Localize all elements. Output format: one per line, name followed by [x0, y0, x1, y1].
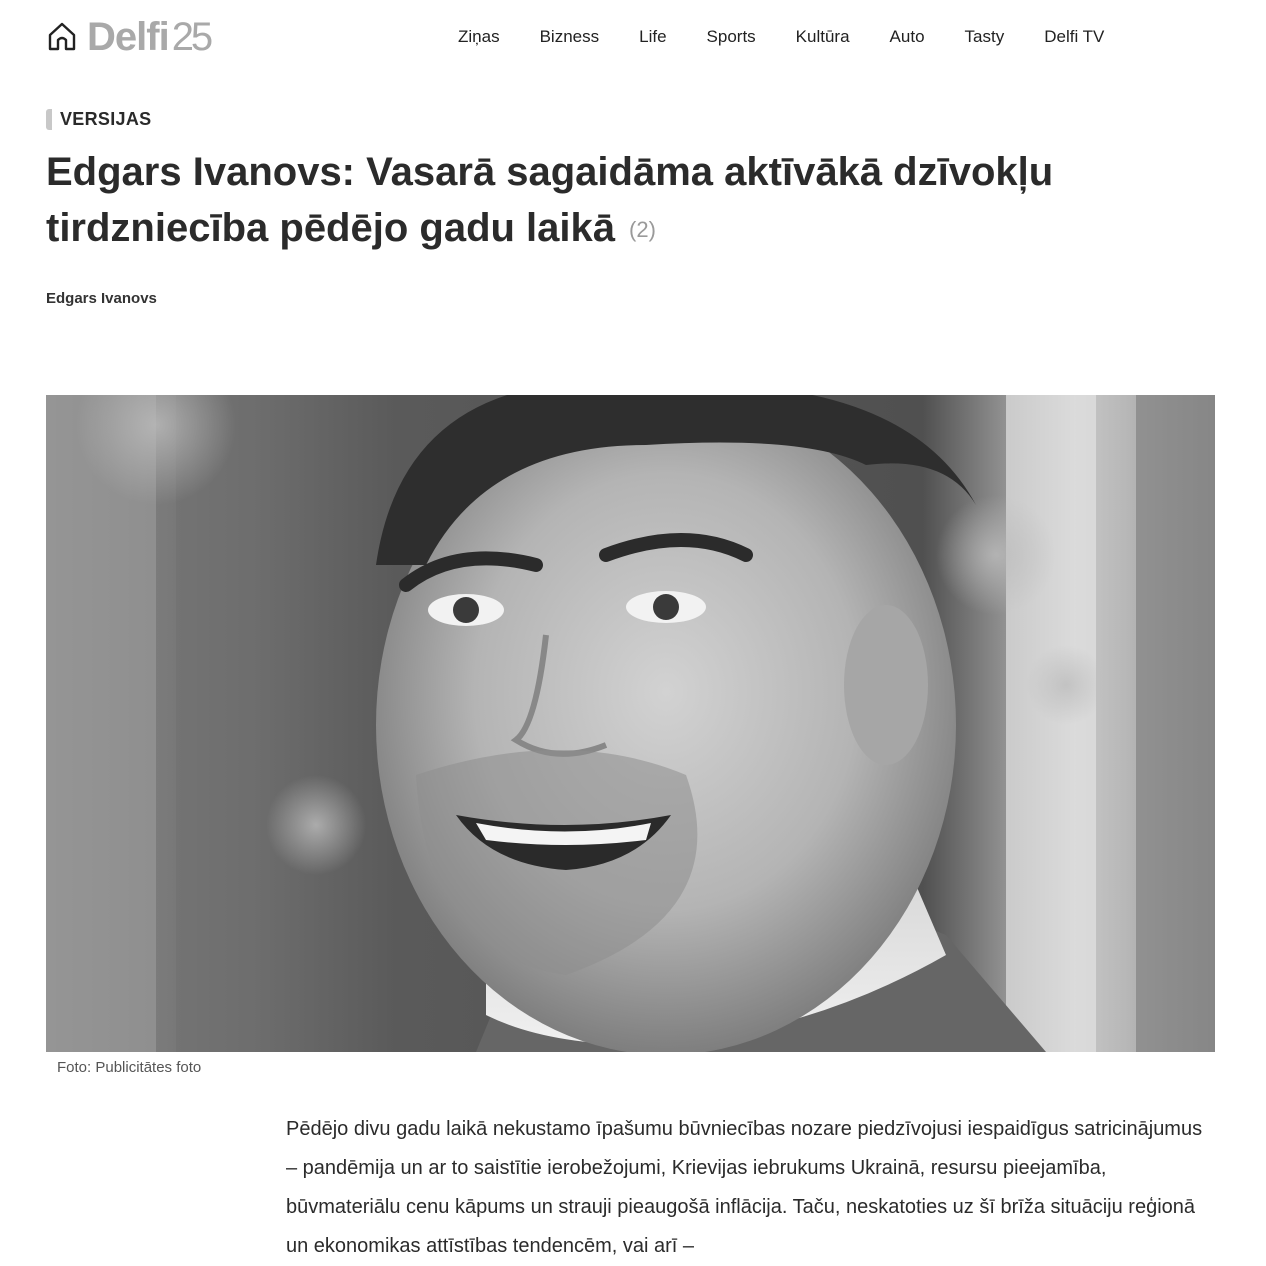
article-author[interactable]: Edgars Ivanovs [46, 290, 157, 307]
nav-item-kultura[interactable]: Kultūra [795, 27, 850, 46]
article-title-text: Edgars Ivanovs: Vasarā sagaidāma aktīvākā dzīvokļu tirdzniecība pēdējo gadu laikā [46, 150, 1054, 250]
nav-item-delfi-tv[interactable]: Delfi TV [1044, 27, 1105, 46]
nav-item-auto[interactable]: Auto [889, 27, 925, 46]
nav-item-zinas[interactable]: Ziņas [458, 27, 500, 46]
photo-caption: Foto: Publicitātes foto [57, 1059, 202, 1076]
delfi-logo[interactable] [87, 14, 210, 60]
category-label: VERSIJAS [60, 108, 152, 129]
article-lead: Pēdējo divu gadu laikā nekustamo īpašumu būvniecības nozare piedzīvojusi iespaidīgus satricinājumus – pandēmija un ar to saistītie ierobežojumi, Krievijas iebrukums Ukrainā, resursu pieejamība, būvmateriālu cenu kāpums un strauji pieaugošā inflācija. Taču, neskatoties uz šī brīža situāciju reģionā un ekonomikas attīstības tendencēm, vai arī – [286, 1118, 1203, 1257]
portrait-image [46, 395, 1215, 1052]
nav-item-tasty[interactable]: Tasty [964, 27, 1005, 46]
site-header [0, 0, 1266, 76]
home-button[interactable] [46, 20, 78, 52]
logo-text: Delfi [87, 15, 169, 59]
home-icon [46, 20, 78, 52]
nav-item-life[interactable]: Life [639, 27, 667, 46]
comment-count[interactable]: (2) [629, 217, 656, 242]
category-link[interactable] [46, 107, 151, 131]
article-title [46, 144, 1156, 258]
category-marker [46, 109, 52, 130]
nav-item-bizness[interactable]: Bizness [539, 27, 600, 46]
nav-item-sports[interactable]: Sports [706, 27, 756, 46]
main-navigation [458, 24, 1104, 50]
article-photo [46, 395, 1215, 1052]
logo-number: 25 [171, 15, 211, 59]
